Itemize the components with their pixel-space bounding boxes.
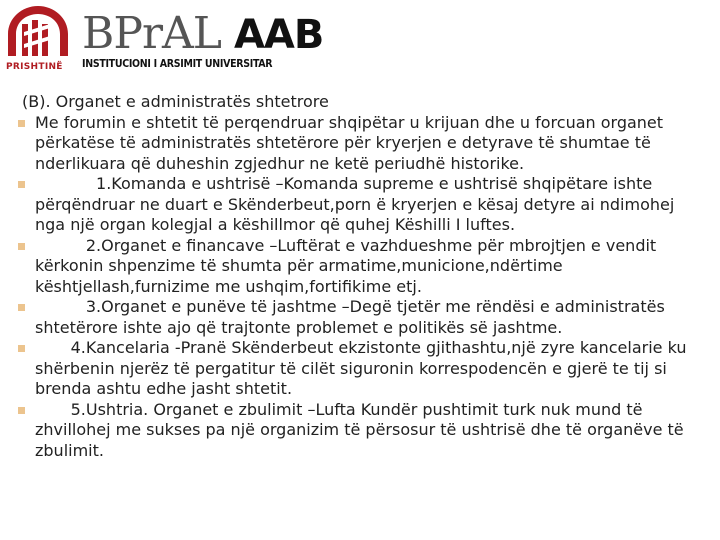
section-heading: (B). Organet e administratës shtetrore [22,92,329,111]
list-item-text: 5.Ushtria. Organet e zbulimit –Lufta Kundër pushtimit turk nuk mund të zhvillohej me sukses pa një organizim të përsosur të ushtrisë dhe të organëve të zbulimit. [35,399,689,460]
list-item [18,174,708,236]
brand-tagline: INSTITUCIONI I ARSIMIT UNIVERSITAR [82,58,273,70]
list-item-text: 1.Komanda e ushtrisë –Komanda supreme e ushtrisë shqipëtare ishte përqëndruar ne duart e Skënderbeut,porn ë kryerjen e kësaj detyre ai ndimohej nga një organ kolegjal a këshillmor që quhej Këshilli I luftes. [35,174,680,234]
list-item-text: 2.Organet e financave –Luftërat e vazhdueshme për mbrojtjen e vendit kërkonin shpenzime të shumta për armatime,municione,ndërtime kështjellash,furnizime me ushqim,fortifikime etj. [35,235,662,296]
list-item-text: Me forumin e shtetit të perqendruar shqipëtar u krijuan dhe u forcuan organet përkatëse të administratës shtetërore për kryerjen e detyrave të shumtae të nderlikuara që duheshin zgjedhur ne ketë periudhë historike. [35,112,669,173]
university-emblem-icon [2,2,74,64]
list-item [18,236,708,298]
bullet-icon [18,304,25,311]
bullet-icon [18,345,25,352]
logo-city-label: PRISHTINË [6,62,63,72]
list-item [18,338,708,400]
list-item-text: 3.Organet e punëve të jashtme –Degë tjetër me rëndësi e administratës shtetërore ishte ajo që trajtonte problemet e politikës së jashtme. [35,297,670,337]
header-logo [0,0,324,80]
list-item [18,113,708,175]
brand-name-bold: AAB [233,12,324,58]
bullet-icon [18,407,25,414]
list-item [18,297,708,338]
list-item-text: 4.Kancelaria -Pranë Skënderbeut ekzistonte gjithashtu,një zyre kancelarie ku shërbenin njerëz të pergatitur të cilët siguronin korrespodencën e gjerë te tij si brenda ashtu edhe jasht shtetit. [35,338,692,398]
bullet-icon [18,181,25,188]
slide-content [18,92,708,461]
brand-title [82,10,323,59]
list-item [18,400,708,462]
bullet-list [18,113,708,462]
bullet-icon [18,243,25,250]
brand-name-light: BPrAL [82,8,221,59]
bullet-icon [18,120,25,127]
